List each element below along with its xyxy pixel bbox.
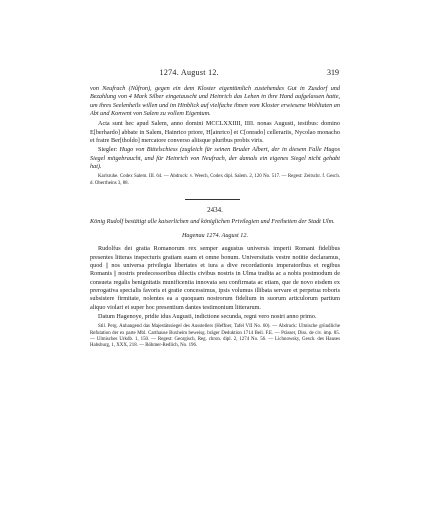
preceding-latin-text: Acta sunt hec apud Salem, anno domini MCCLXXIIII, IIII. nonas Augusti, testibus: domino E[berhardo] abbate in Salem, Hainrico priore, H[ainrico] et C[onrado] cellerariis, Nycolao monacho et fratre Ber[tholdo] mercatore converso aliisque pluribus probis viris. <box>90 120 340 145</box>
seal-description: Hugo von Bittelschiess (zugleich für seinen Bruder Albert, der in diesem Falle Hugos Siegel mitgebraucht, und für Heinrich von Neufrach, der damals ein eigenes Siegel nicht gehabt hat). <box>90 146 341 171</box>
document-heading: König Rudolf bestätigt alle kaiserlichen und königlichen Privilegien und Freiheiten der Stadt Ulm. <box>90 218 335 225</box>
preceding-entry <box>90 85 340 187</box>
running-head <box>88 68 339 77</box>
section-divider <box>185 199 240 200</box>
document-number: 2434. <box>207 206 223 214</box>
preceding-summary: von Neufrach (Nûfron), gegen ein dem Kloster eigentümlich zustehendes Gut in Zusdorf und Bezahlung von 4 Mark Silber eingetauscht und Heinrich das Lehen in ihre Hand aufgelassen hatte, um ihres Seelenheils willen und im Hinblick auf vielfache ihnen vom Kloster erwiesene Wohltaten an Abt und Konvent von Salem zu vollem Eigentum. <box>90 85 340 118</box>
document-source: Stil. Perg. Anhangend das Majestätssiegel des Ausstellers (Heffner, Tafel VII No. 60). — Abdruck: Ulmische gründliche Refutation der ex parte Mbl. Carthause Buxheim beweisg. bräger Deduktion 1714 Beil. F.E. — Prässer, Diss. de civ. imp. 85. — Ulmisches Urkdb. 1, 150. — Regest: Georgisch, Reg. chron. dipl. 2, 1274 No. 56. — Lichnowsky, Gesch. des Hauses Habsburg, 1, XXX, 218. — Böhmer-Redlich, No. 196. <box>90 324 340 349</box>
running-head-title: 1274. August 12. <box>159 68 219 77</box>
place-date: Hagenau 1274. August 12. <box>181 232 249 240</box>
document-closing: Datum Hagenoye, pridie idus Augusti, indictione secunda, regni vero nostri anno primo. <box>98 313 317 321</box>
seal-label: Siegler: <box>98 146 118 154</box>
page-number: 319 <box>327 68 339 77</box>
seal-note <box>90 146 340 171</box>
document-text: Rudolfus dei gratia Romanorum rex semper augustus universis imperii Romani fidelibus presentes litteras inspecturis gratiam suam et omne bonum. Universitatis vestre notitie declaramus, quod || nos universa privilegia libertates et iura a dive recordationis imperatoribus et regibus Romanis || nostris predecessoribus dilectis civibus nostris in Ulma tradita ac a nobis postmodum de consueta regalis benignitatis munificentia innovata seu confirmata ac etiam, que de novo eisdem ex prerogativa specialis favoris et gratie concessimus, ipsis volumus illibata servare et perpetua roboris subsistere firmitate, nolentes ea a quoquam nostrorum fidelium in suorum articulorum partium aliquo violari et super hoc presentium dantes testimonium litterarum. <box>90 245 340 311</box>
preceding-source: Karlsruhe. Codex Salem. III. 64. — Abdruck: v. Weech, Codex dipl. Salem. 2, 120 No. 517. — Regest: Zeitschr. f. Gesch. d. Oberrheins 3, 88. <box>90 174 340 186</box>
document-entry <box>90 206 340 349</box>
